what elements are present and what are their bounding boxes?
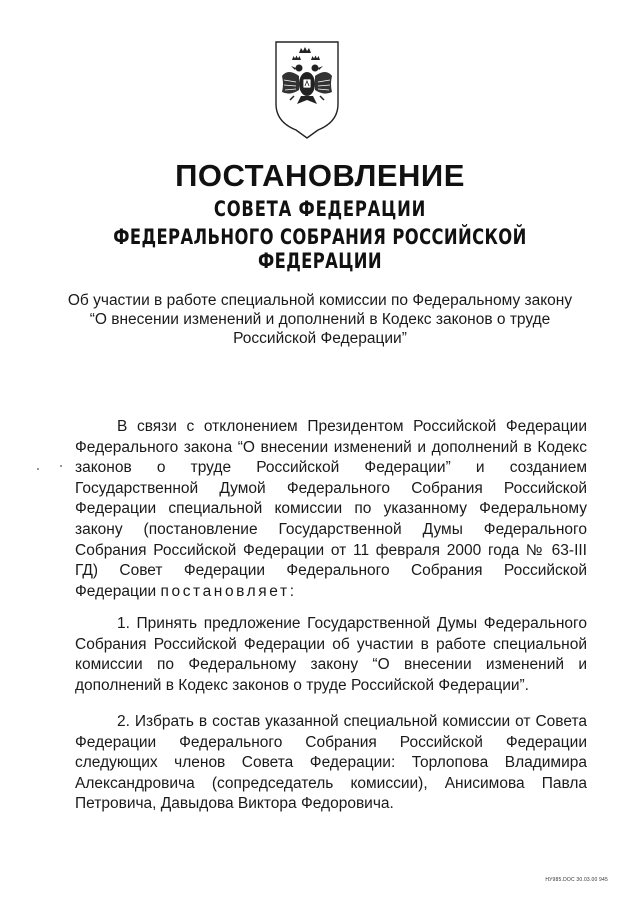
item-1-text: 1. Принять предложение Государственной Думы Федерального Собрания Российской Федерации об участии в работе специальной комиссии по Федеральному закону “О внесении изменений и дополнений в Кодекс законов о труде Российской Федерации”. bbox=[75, 615, 587, 694]
decree-word: постановляет: bbox=[160, 582, 297, 600]
preamble-text: В связи с отклонением Президентом Российской Федерации Федерального закона “О внесении изменений и дополнений в Кодекс законов о труде Российской Федерации” и созданием Государственной Думой Федерального Собрания Российской Федерации специальной комиссии по указанному Федеральному закону (постановление Государственной Думы Федерального Собрания Российской Федерации от 11 февраля 2000 года № 63-III ГД) Совет Федерации Федерального Собрания Российской Федерации bbox=[75, 418, 587, 600]
scan-speck bbox=[60, 465, 62, 467]
document-code: НУ985.DOC 30.03.00 945 bbox=[545, 877, 608, 883]
item-1-paragraph bbox=[75, 614, 587, 696]
preamble-paragraph bbox=[75, 417, 587, 602]
document-heading: ПОСТАНОВЛЕНИЕ bbox=[175, 158, 465, 193]
issuer-line-1: СОВЕТА ФЕДЕРАЦИИ bbox=[213, 197, 427, 221]
item-2-paragraph bbox=[75, 712, 587, 815]
item-2-text: 2. Избрать в состав указанной специальной комиссии от Совета Федерации Федерального Собрания Российской Федерации следующих членов Совета Федерации: Торлопова Владимира Александровича (сопредседатель комиссии), Анисимова Павла Петровича, Давыдова Виктора Федоровича. bbox=[75, 713, 587, 813]
coat-of-arms-icon bbox=[272, 38, 342, 142]
scan-speck bbox=[37, 468, 39, 470]
issuer-line-2: ФЕДЕРАЛЬНОГО СОБРАНИЯ РОССИЙСКОЙ ФЕДЕРАЦИИ bbox=[113, 225, 527, 273]
document-title: Об участии в работе специальной комиссии по Федеральному закону “О внесении изменений и дополнений в Кодекс законов о труде Российской Федерации” bbox=[67, 292, 573, 347]
